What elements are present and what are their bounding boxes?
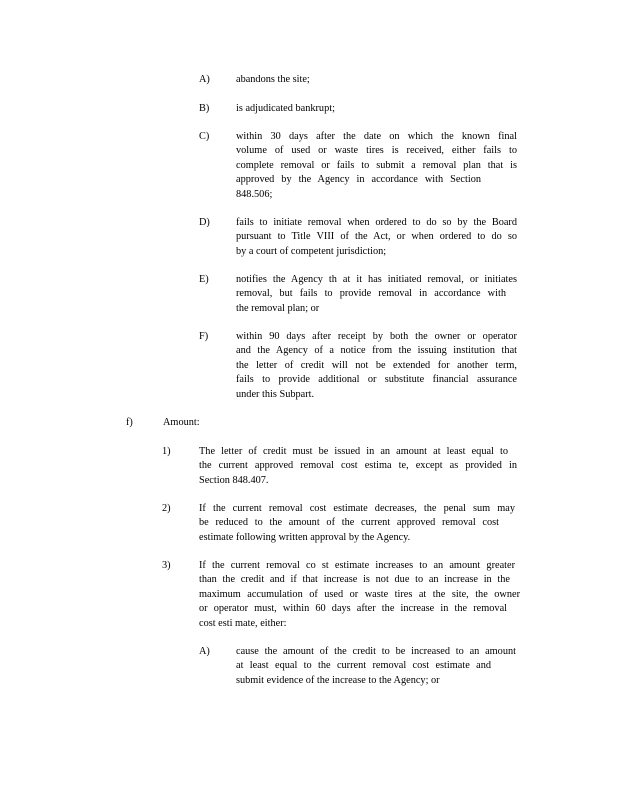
item-line: be reduced to the amount of the current approved removal cost	[199, 517, 499, 529]
item-label: A)	[199, 646, 210, 657]
item-line: maximum accumulation of used or waste tires at the site, the owner	[199, 588, 520, 600]
item-line: submit evidence of the increase to the Agency; or	[236, 674, 440, 686]
item-line: the removal plan; or	[236, 302, 320, 314]
item-line: is adjudicated bankrupt;	[236, 103, 335, 114]
item-line: Section 848.407.	[199, 474, 269, 486]
item-line: 848.506;	[236, 188, 273, 200]
item-text	[236, 330, 517, 402]
item-label: C)	[199, 131, 210, 142]
item-line: cost esti mate, either:	[199, 617, 287, 629]
item-line: fails to initiate removal when ordered to do so by the Board	[236, 217, 517, 228]
item-line: at least equal to the current removal cost estimate and	[236, 660, 491, 672]
item-text	[199, 559, 520, 631]
item-line: removal, but fails to provide removal in accordance with	[236, 288, 506, 300]
section-title: Amount:	[163, 417, 200, 428]
item-line: than the credit and if that increase is not due to an increase in the	[199, 574, 510, 586]
item-label: 3)	[162, 560, 171, 571]
item-line: fails to provide additional or substitute financial assurance	[236, 374, 517, 386]
item-text	[236, 645, 517, 688]
item-line: If the current removal cost estimate decreases, the penal sum may	[199, 503, 515, 514]
item-label: E)	[199, 274, 209, 285]
item-line: under this Subpart.	[236, 388, 315, 400]
item-text	[199, 502, 517, 545]
item-line: within 90 days after receipt by both the owner or operator	[236, 331, 517, 342]
item-line: notifies the Agency th at it has initiated removal, or initiates	[236, 274, 517, 285]
item-line: The letter of credit must be issued in an amount at least equal to	[199, 446, 508, 457]
item-line: cause the amount of the credit to be increased to an amount	[236, 646, 516, 657]
item-line: If the current removal co st estimate increases to an amount greater	[199, 560, 515, 571]
item-label: F)	[199, 331, 209, 342]
item-text	[236, 273, 517, 316]
item-line: volume of used or waste tires is received, either fails to	[236, 145, 517, 157]
item-text	[236, 102, 517, 116]
item-line: the letter of credit will not be extended for another term,	[236, 359, 517, 371]
item-line: and the Agency of a notice from the issuing institution that	[236, 345, 517, 357]
item-label: D)	[199, 217, 210, 228]
item-line: pursuant to Title VIII of the Act, or when ordered to do so	[236, 231, 517, 243]
item-line: the current approved removal cost estima te, except as provided in	[199, 460, 517, 472]
item-text	[199, 445, 517, 488]
item-label: B)	[199, 103, 210, 114]
item-text	[236, 73, 517, 87]
item-line: within 30 days after the date on which the known final	[236, 131, 517, 142]
item-label: A)	[199, 74, 210, 85]
item-label: 2)	[162, 503, 171, 514]
section-label: f)	[126, 417, 133, 428]
item-line: complete removal or fails to submit a removal plan that is	[236, 159, 517, 171]
item-text	[236, 130, 517, 202]
item-line: or operator must, within 60 days after the increase in the removal	[199, 603, 507, 615]
item-label: 1)	[162, 446, 171, 457]
item-line: estimate following written approval by the Agency.	[199, 531, 411, 543]
item-line: abandons the site;	[236, 74, 310, 85]
item-line: approved by the Agency in accordance with Section	[236, 174, 481, 186]
item-text	[236, 216, 517, 259]
item-line: by a court of competent jurisdiction;	[236, 245, 387, 257]
